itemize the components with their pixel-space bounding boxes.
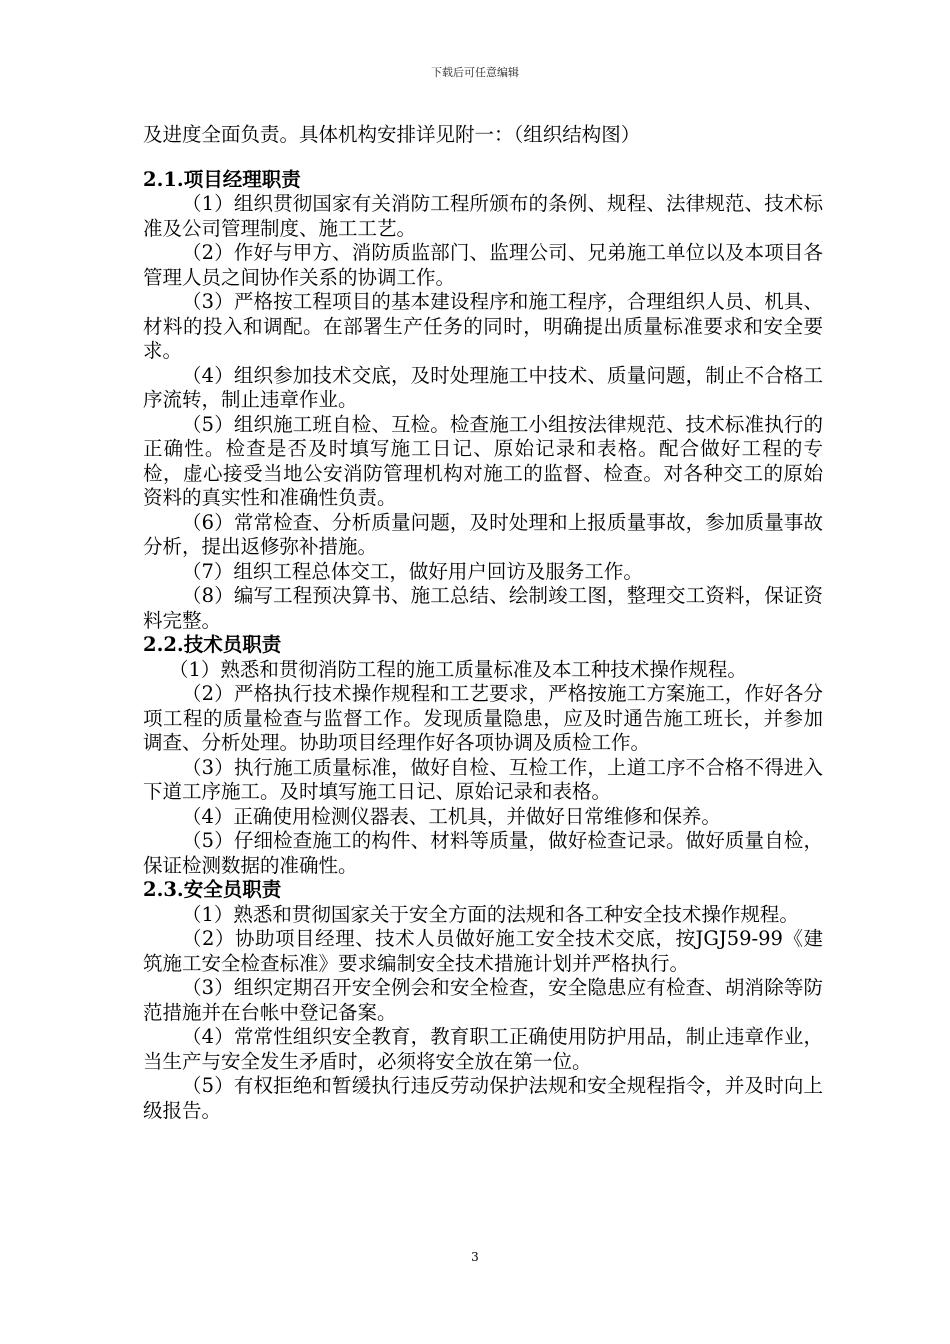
list-item: （2）作好与甲方、消防质监部门、监理公司、兄弟施工单位以及本项目各管理人员之间协作关系的协调工作。 (143, 241, 823, 289)
list-item: （5）组织施工班自检、互检。检查施工小组按法律规范、技术标准执行的正确性。检查是否及时填写施工日记、原始记录和表格。配合做好工程的专检，虚心接受当地公安消防管理机构对施工的监督、检查。对各种交工的原始资料的真实性和准确性负责。 (143, 412, 823, 509)
list-item: （4）常常性组织安全教育，教育职工正确使用防护用品，制止违章作业，当生产与安全发生矛盾时，必须将安全放在第一位。 (143, 1025, 823, 1073)
list-item: （6）常常检查、分析质量问题，及时处理和上报质量事故，参加质量事故分析，提出返修弥补措施。 (143, 510, 823, 558)
list-item: （8）编写工程预决算书、施工总结、绘制竣工图，整理交工资料，保证资料完整。 (143, 584, 823, 632)
list-item: （3）执行施工质量标准，做好自检、互检工作，上道工序不合格不得进入下道工序施工。及时填写施工日记、原始记录和表格。 (143, 755, 823, 803)
list-item: （5）仔细检查施工的构件、材料等质量，做好检查记录。做好质量自检，保证检测数据的准确性。 (143, 829, 823, 877)
list-item: （3）组织定期召开安全例会和安全检查，安全隐患应有检查、胡消除等防范措施并在台帐中登记备案。 (143, 976, 823, 1024)
list-item: （7）组织工程总体交工，做好用户回访及服务工作。 (182, 559, 643, 583)
list-item: （2）严格执行技术操作规程和工艺要求，严格按施工方案施工，作好各分项工程的质量检查与监督工作。发现质量隐患，应及时通告施工班长，并参加调查、分析处理。协助项目经理作好各项协调及质检工作。 (143, 682, 823, 754)
intro-paragraph: 及进度全面负责。具体机构安排详见附一：（组织结构图） (143, 123, 641, 146)
list-item: （4）组织参加技术交底，及时处理施工中技术、质量问题，制止不合格工序流转，制止违章作业。 (143, 363, 823, 411)
list-item: （2）协助项目经理、技术人员做好施工安全技术交底，按JGJ59-99《建筑施工安全检查标准》要求编制安全技术措施计划并严格执行。 (143, 927, 823, 975)
list-item: （3）严格按工程项目的基本建设程序和施工程序，合理组织人员、机具、材料的投入和调配。在部署生产任务的同时，明确提出质量标准要求和安全要求。 (143, 290, 823, 362)
list-item: （5）有权拒绝和暂缓执行违反劳动保护法规和安全规程指令，并及时向上级报告。 (143, 1074, 823, 1122)
section-title-technician: 2.2.技术员职责 (143, 633, 282, 656)
list-item: （1）熟悉和贯彻消防工程的施工质量标准及本工种技术操作规程。 (169, 657, 747, 681)
list-item: （1）组织贯彻国家有关消防工程所颁布的条例、规程、法律规范、技术标准及公司管理制度、施工工艺。 (143, 192, 823, 240)
list-item: （1）熟悉和贯彻国家关于安全方面的法规和各工种安全技术操作规程。 (182, 902, 799, 926)
header-note: 下载后可任意编辑 (431, 66, 519, 79)
page-number: 3 (471, 1250, 479, 1264)
section-title-safety-officer: 2.3.安全员职责 (143, 878, 282, 901)
document-body (143, 123, 823, 1123)
section-title-project-manager: 2.1.项目经理职责 (143, 167, 301, 191)
list-item: （4）正确使用检测仪器表、工机具，并做好日常维修和保养。 (182, 804, 721, 828)
